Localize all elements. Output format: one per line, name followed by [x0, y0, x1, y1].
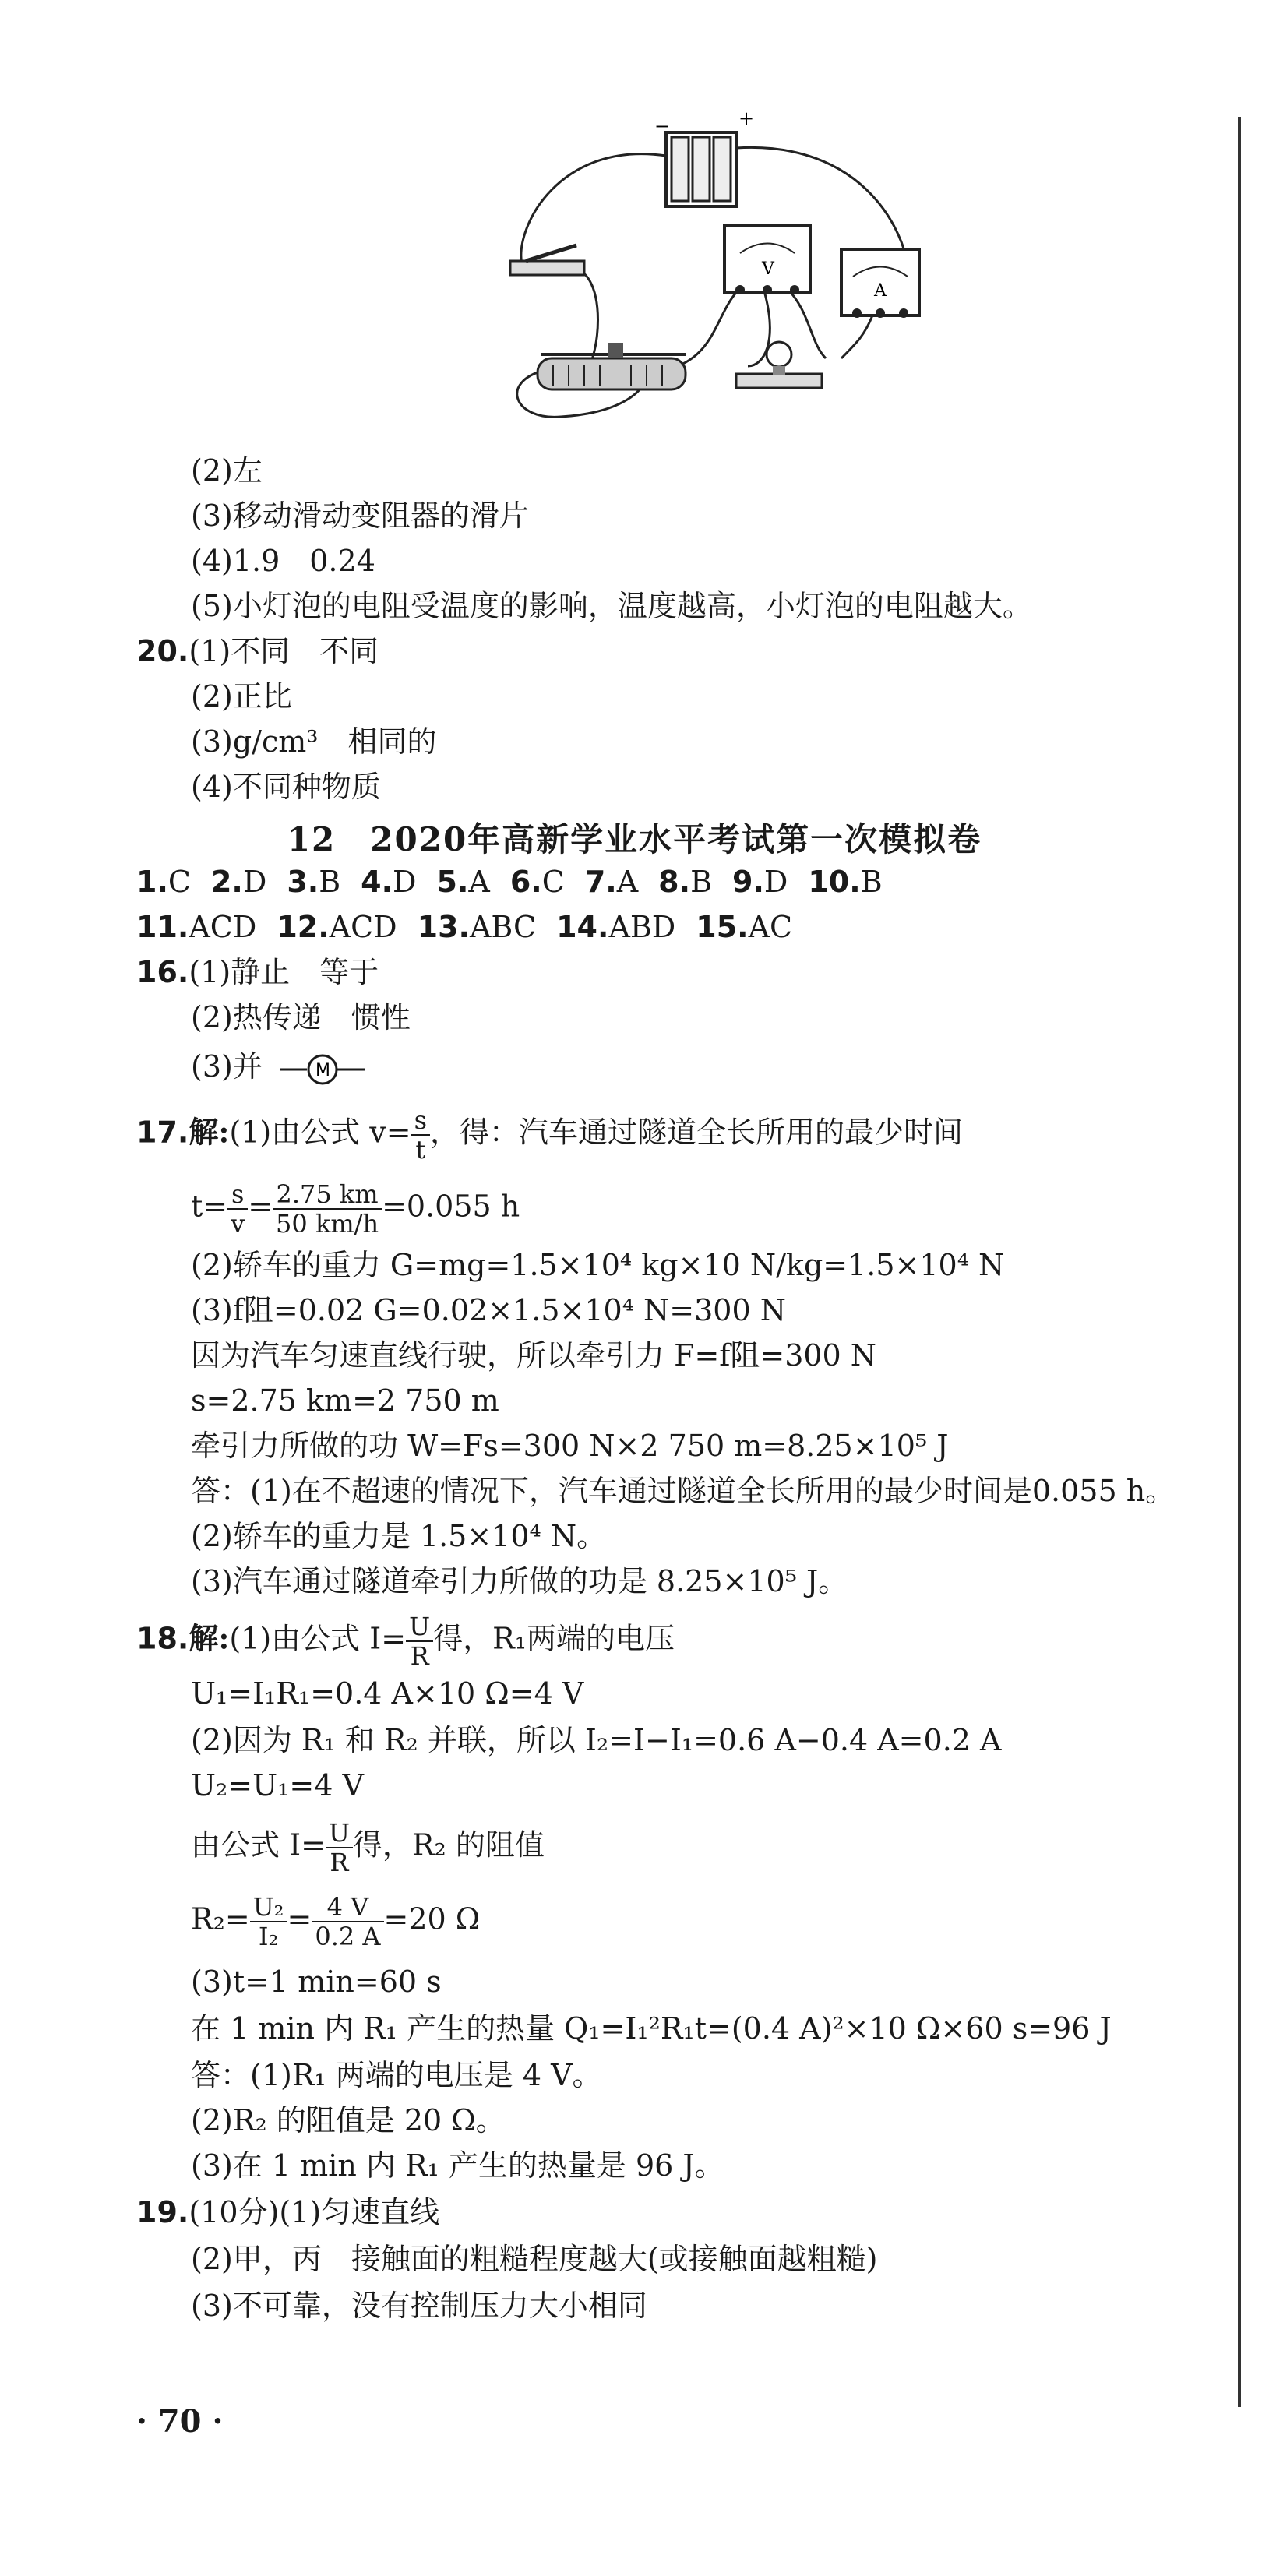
- choice-answer: [510, 863, 565, 900]
- q18-line4: U₂=U₁=4 V: [191, 1768, 364, 1802]
- q19b-number: 19.: [136, 2195, 189, 2229]
- q16-number: 16.: [136, 955, 189, 989]
- choice-number: 6.: [509, 865, 542, 899]
- choice-answer: [658, 863, 712, 900]
- choice-number: 8.: [658, 865, 691, 899]
- q16-line1: [136, 953, 379, 991]
- voltmeter-icon: [724, 226, 810, 294]
- choice-number: 2.: [210, 865, 243, 899]
- q18-answer1: 答：(1)R₁ 两端的电压是 4 V。: [191, 2058, 602, 2092]
- q17-jie: 解:: [189, 1114, 230, 1150]
- choice-number: 14.: [556, 910, 609, 944]
- choice-letter: ABC: [469, 910, 537, 944]
- q19b-part3: (3)不可靠，没有控制压力大小相同: [191, 2289, 647, 2323]
- choice-answer: [136, 908, 256, 946]
- choice-answer: [808, 863, 882, 900]
- choice-answer: [136, 863, 191, 900]
- choice-letter: ACD: [329, 910, 397, 944]
- choice-number: 5.: [436, 865, 469, 899]
- choice-answer: [211, 863, 266, 900]
- q16-part1: (1)静止 等于: [189, 955, 379, 989]
- choice-answers-row1: [136, 863, 903, 900]
- motor-symbol-icon: [272, 1050, 373, 1089]
- choice-letter: A: [616, 865, 639, 899]
- q17-number: 17.: [136, 1115, 189, 1150]
- q17-line6: s=2.75 km=2 750 m: [191, 1383, 499, 1418]
- q19-part2: (2)左: [191, 453, 263, 488]
- q17-line3: (2)轿车的重力 G=mg=1.5×10⁴ kg×10 N/kg=1.5×10⁴ N: [191, 1248, 1005, 1282]
- choice-answers-row2: [136, 908, 813, 946]
- choice-number: 4.: [361, 865, 393, 899]
- circuit-diagram: [467, 109, 935, 436]
- q20-part4: (4)不同种物质: [191, 770, 381, 804]
- q19b-part2: (2)甲，丙 接触面的粗糙程度越大(或接触面越粗糙): [191, 2242, 878, 2276]
- choice-letter: ABD: [608, 910, 676, 944]
- choice-letter: B: [690, 865, 712, 899]
- section-title: 12 2020年高新学业水平考试第一次模拟卷: [287, 820, 982, 858]
- choice-letter: D: [242, 865, 267, 899]
- q18-line7: (3)t=1 min=60 s: [191, 1965, 442, 1999]
- choice-number: 9.: [732, 865, 764, 899]
- battery-plus-label: +: [738, 109, 755, 129]
- q18-line8: 在 1 min 内 R₁ 产生的热量 Q₁=I₁²R₁t=(0.4 A)²×10 Ω×60 s=96 J: [191, 2011, 1112, 2046]
- q17-answer2: (2)轿车的重力是 1.5×10⁴ N。: [191, 1519, 607, 1553]
- motor-label: M: [315, 1060, 330, 1080]
- choice-letter: C: [167, 865, 191, 899]
- q17-line1: [136, 1106, 963, 1164]
- choice-answer: [585, 863, 638, 900]
- q18-line5: 由公式 I= $\frac{U}{R}$ 得，R₂ 的阻值: [191, 1818, 545, 1877]
- q17-line4: (3)f阻=0.02 G=0.02×1.5×10⁴ N=300 N: [191, 1293, 786, 1327]
- q17-l1-fraction: $\frac{s}{t}$: [411, 1106, 430, 1164]
- q20-number: 20.: [136, 634, 189, 668]
- choice-answer: [437, 863, 490, 900]
- choice-answer: [287, 863, 340, 900]
- choice-number: 3.: [287, 865, 319, 899]
- choice-answer: [696, 908, 792, 946]
- choice-letter: C: [541, 865, 565, 899]
- choice-letter: D: [393, 865, 417, 899]
- choice-letter: B: [319, 865, 341, 899]
- q19-part5: (5)小灯泡的电阻受温度的影响，温度越高，小灯泡的电阻越大。: [191, 589, 1032, 623]
- q17-answer3: (3)汽车通过隧道牵引力所做的功是 8.25×10⁵ J。: [191, 1564, 848, 1598]
- choice-number: 7.: [584, 865, 617, 899]
- q20-part2: (2)正比: [191, 679, 292, 714]
- q20-part3: (3)g/cm³ 相同的: [191, 724, 437, 759]
- battery-icon: [654, 109, 754, 206]
- choice-answer: [418, 908, 536, 946]
- ammeter-label: A: [874, 281, 887, 301]
- choice-number: 1.: [136, 865, 168, 899]
- q19-part3: (3)移动滑动变阻器的滑片: [191, 499, 529, 533]
- q18-answer3: (3)在 1 min 内 R₁ 产生的热量是 96 J。: [191, 2148, 724, 2183]
- q18-line1: 18.解:(1)由公式 I= $\frac{U}{R}$ 得，R₁两端的电压: [136, 1612, 675, 1671]
- choice-number: 10.: [808, 865, 861, 899]
- q18-line3: (2)因为 R₁ 和 R₂ 并联，所以 I₂=I−I₁=0.6 A−0.4 A=0.2 A: [191, 1723, 1002, 1757]
- choice-letter: D: [763, 865, 788, 899]
- choice-answer: [277, 908, 397, 946]
- q18-jie: 解:: [189, 1620, 230, 1656]
- choice-number: 13.: [417, 910, 470, 944]
- q17-line5: 因为汽车匀速直线行驶，所以牵引力 F=f阻=300 N: [191, 1338, 877, 1373]
- choice-answer: [361, 863, 416, 900]
- choice-letter: A: [468, 865, 490, 899]
- q16-part2: (2)热传递 惯性: [191, 1000, 411, 1034]
- q17-line2: t= $\frac{s}{v}$ = $\frac{2.75 km}{50 km/h}$ =0.055 h: [191, 1179, 520, 1239]
- choice-letter: AC: [748, 910, 793, 944]
- battery-minus-label: −: [654, 115, 671, 137]
- q17-answer1: 答：(1)在不超速的情况下，汽车通过隧道全长所用的最少时间是0.055 h。: [191, 1474, 1176, 1508]
- q20-line1: [136, 633, 379, 670]
- choice-letter: ACD: [189, 910, 257, 944]
- rheostat-icon: [538, 343, 686, 389]
- margin-rule: [1238, 117, 1241, 2407]
- q19-part4: (4)1.9 0.24: [191, 544, 375, 578]
- page-number: · 70 ·: [136, 2403, 224, 2440]
- ammeter-icon: [841, 249, 919, 318]
- voltmeter-label: V: [762, 259, 774, 279]
- q17-l1-post: ，得：汽车通过隧道全长所用的最少时间: [430, 1115, 964, 1150]
- choice-number: 11.: [136, 910, 189, 944]
- q18-line2: U₁=I₁R₁=0.4 A×10 Ω=4 V: [191, 1676, 584, 1711]
- q16-line3: [191, 1048, 373, 1089]
- q20-part1: (1)不同 不同: [189, 634, 379, 668]
- q19b-part1: (10分)(1)匀速直线: [189, 2195, 440, 2229]
- q18-answer2: (2)R₂ 的阻值是 20 Ω。: [191, 2103, 506, 2137]
- choice-answer: [732, 863, 788, 900]
- q16-part3: (3)并: [191, 1049, 263, 1084]
- choice-letter: B: [860, 865, 883, 899]
- q17-l1-pre: (1)由公式 v=: [229, 1115, 411, 1150]
- q19b-line1: [136, 2194, 439, 2231]
- q18-number: 18.: [136, 1621, 189, 1656]
- choice-number: 12.: [277, 910, 330, 944]
- q18-line6: R₂= $\frac{\text{U₂}}{\text{I₂}}$ = $\frac{4 V}{0.2 A}$ =20 Ω: [191, 1892, 481, 1951]
- choice-answer: [556, 908, 675, 946]
- q17-line7: 牵引力所做的功 W=Fs=300 N×2 750 m=8.25×10⁵ J: [191, 1429, 949, 1463]
- choice-number: 15.: [696, 910, 749, 944]
